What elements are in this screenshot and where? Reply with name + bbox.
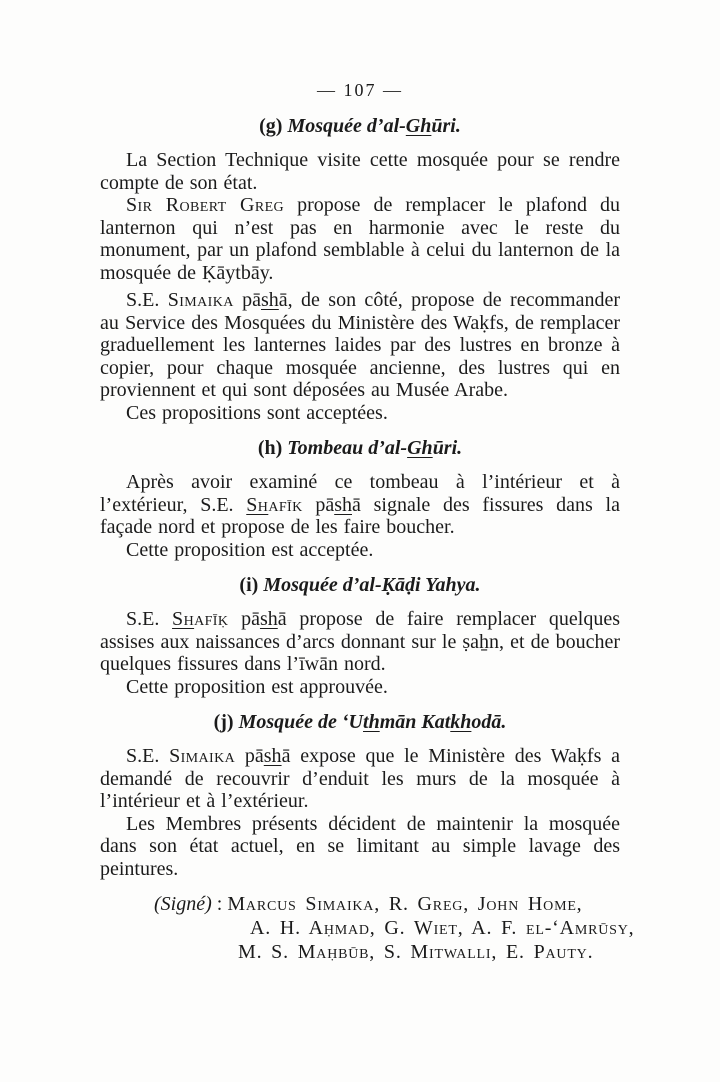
text-run: Ces propositions sont acceptées.	[126, 401, 388, 424]
text-run: M. S. Maḥbūb, S. Mitwalli, E. Pauty.	[238, 941, 594, 963]
text-run: sh	[263, 745, 282, 767]
text-run: pā	[233, 289, 261, 311]
text-run: sh	[261, 289, 279, 311]
text-run: Mosquée de ‘U	[238, 711, 364, 733]
text-run: Marcus Simaika, R. Greg, John Home,	[227, 893, 583, 915]
page-number: — 107 —	[317, 80, 403, 100]
text-run: ūri.	[431, 115, 461, 137]
paragraph	[100, 813, 620, 881]
text-run: kh	[450, 711, 472, 733]
text-run: ā expose que le Ministère des Waḳfs a demandé de recouvrir d’enduit les murs de la mosquée à l’intérieur et à l’extérieur.	[100, 745, 620, 812]
section-label: (j)	[213, 711, 234, 733]
text-run: A. H. Aḥmad, G. Wiet, A. F. el-‘Amrūsy,	[250, 917, 635, 939]
text-run: :	[211, 893, 228, 915]
paragraph	[100, 194, 620, 284]
section-mosquee-al-ghuri	[100, 115, 620, 424]
text-run: (Signé)	[154, 893, 212, 915]
text-run: Simaika	[169, 745, 236, 767]
text-run: Sh	[246, 493, 269, 516]
paragraph	[100, 539, 620, 562]
paragraph	[100, 676, 620, 699]
section-heading-j	[100, 711, 620, 734]
text-run: S.E.	[126, 289, 168, 311]
text-run: Sir Robert Greg	[126, 194, 285, 216]
paragraph	[100, 471, 620, 539]
signature-line	[100, 916, 635, 940]
text-run: Sh	[172, 608, 195, 630]
text-run: th	[363, 711, 380, 733]
text-run: Après avoir examiné ce tombeau à l’intérieur et à l’extérieur, S.E.	[100, 471, 620, 516]
section-mosquee-uthman-katkhoda	[100, 711, 620, 880]
paragraph	[100, 149, 620, 194]
section-title	[263, 574, 480, 596]
text-run: Simaika	[167, 289, 234, 311]
text-run: Les Membres présents décident de maintenir la mosquée dans son état actuel, en se limitant au simple lavage des peintures.	[100, 812, 620, 880]
section-label: (g)	[259, 115, 283, 137]
section-heading-g	[100, 115, 620, 138]
paragraph	[100, 745, 620, 813]
text-run: afīk	[268, 493, 303, 516]
text-run: S.E.	[126, 745, 170, 767]
text-run: afīḳ	[194, 608, 229, 630]
text-run: pā	[228, 608, 260, 630]
signature-line	[100, 940, 620, 964]
section-title	[287, 437, 462, 459]
text-run: ūri.	[432, 437, 463, 459]
text-run: pā	[235, 745, 264, 767]
text-run: sh	[334, 493, 352, 516]
text-run: S.E.	[126, 608, 173, 630]
section-tombeau-al-ghuri	[100, 437, 620, 561]
paragraph	[100, 402, 620, 425]
text-run: La Section Technique visite cette mosquée pour se rendre compte de son état.	[100, 149, 620, 194]
text-run: Gh	[405, 115, 432, 137]
section-title	[287, 115, 460, 137]
text-run: Tombeau d’al-	[287, 437, 408, 459]
text-run: ā, de son côté, propose de recommander au Service des Mosquées du Ministère des Waḳfs, de remplacer graduellement les lanternes laides par des lustres en bronze à copier, pour chaque mosquée ancienne, des lustres qui en proviennent et qui sont déposées au Musée Arabe.	[100, 289, 620, 401]
section-heading-h	[100, 437, 620, 460]
section-label: (i)	[239, 574, 259, 596]
paragraph	[100, 608, 620, 676]
text-run: Cette proposition est approuvée.	[126, 675, 388, 698]
text-run: Gh	[407, 437, 433, 459]
text-run: Mosquée d’al-	[287, 115, 406, 137]
text-run: sh	[259, 608, 278, 630]
text-run: propose de remplacer le plafond du lanternon qui n’est pas en harmonie avec le reste du monument, par un plafond semblable à celui du lanternon de la mosquée de Ḳāytbāy.	[100, 194, 620, 284]
paragraph	[100, 289, 620, 402]
text-run: Cette proposition est acceptée.	[126, 538, 374, 561]
signature-line	[100, 892, 620, 916]
signature-block	[100, 892, 635, 964]
section-title	[239, 711, 507, 733]
section-mosquee-al-kadi-yahya	[100, 574, 620, 698]
section-label: (h)	[257, 437, 283, 459]
text-run: ā propose de faire remplacer quelques assises aux naissances d’arcs donnant sur le ṣaẖn, et de boucher quelques fissures dans l’īwān nord.	[100, 608, 620, 675]
section-heading-i	[100, 574, 620, 597]
text-run: Mosquée d’al-Ḳāḍi Yahya.	[263, 574, 481, 596]
text-run: ā signale des fissures dans la façade nord et propose de les faire boucher.	[100, 493, 620, 538]
text-run: odā.	[471, 711, 507, 733]
text-run: mān Kat	[379, 711, 451, 733]
text-run: pā	[302, 493, 335, 516]
